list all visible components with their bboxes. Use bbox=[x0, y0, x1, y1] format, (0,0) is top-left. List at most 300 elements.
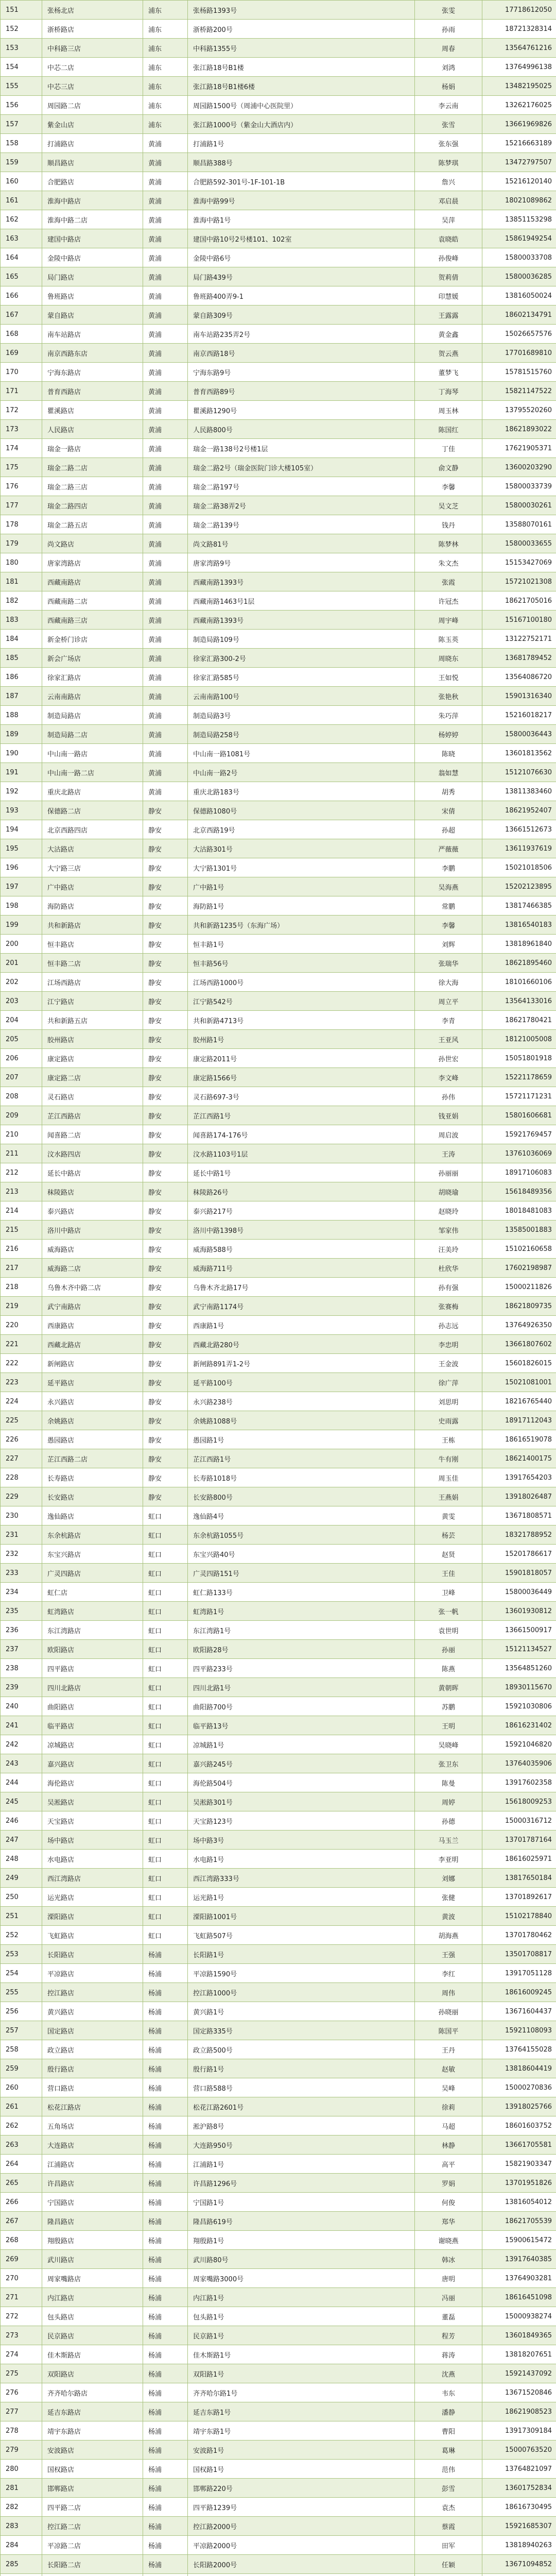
row-number-cell: 172 bbox=[1, 401, 42, 420]
district-cell: 静安 bbox=[143, 973, 188, 992]
store-name-cell: 淮海中路店 bbox=[42, 191, 143, 210]
row-number-cell: 223 bbox=[1, 1373, 42, 1392]
row-number-cell: 282 bbox=[1, 2498, 42, 2517]
address-cell: 四平路233号 bbox=[188, 1659, 415, 1678]
row-number-cell: 190 bbox=[1, 744, 42, 763]
address-cell: 控江路1000号 bbox=[188, 1983, 415, 2002]
district-cell: 虹口 bbox=[143, 1735, 188, 1754]
manager-cell: 周婷 bbox=[415, 1792, 482, 1811]
address-cell: 海伦路504号 bbox=[188, 1773, 415, 1792]
district-cell: 静安 bbox=[143, 1487, 188, 1506]
manager-cell: 孙超 bbox=[415, 820, 482, 839]
phone-cell: 13795520260 bbox=[482, 401, 556, 420]
store-name-cell: 内江路店 bbox=[42, 2288, 143, 2307]
address-cell: 制造局路3号 bbox=[188, 706, 415, 725]
district-cell: 静安 bbox=[143, 1049, 188, 1068]
district-cell: 静安 bbox=[143, 820, 188, 839]
address-cell: 周园路1500号（周浦中心医院里） bbox=[188, 96, 415, 115]
manager-cell: 宋倩 bbox=[415, 801, 482, 820]
table-row bbox=[1, 1983, 556, 2002]
table-row bbox=[1, 1011, 556, 1030]
table-row bbox=[1, 2536, 556, 2555]
manager-cell: 王栋 bbox=[415, 1430, 482, 1449]
phone-cell: 13671094852 bbox=[482, 2555, 556, 2574]
manager-cell: 孙世宏 bbox=[415, 1049, 482, 1068]
table-row bbox=[1, 1468, 556, 1487]
district-cell: 黄浦 bbox=[143, 344, 188, 363]
district-cell: 静安 bbox=[143, 896, 188, 916]
table-row bbox=[1, 1792, 556, 1811]
phone-cell: 15800033739 bbox=[482, 477, 556, 496]
table-row bbox=[1, 744, 556, 763]
manager-cell: 陈曼 bbox=[415, 1773, 482, 1792]
store-name-cell: 东余杭路店 bbox=[42, 1526, 143, 1545]
phone-cell: 18616730495 bbox=[482, 2498, 556, 2517]
row-number-cell: 195 bbox=[1, 839, 42, 858]
phone-cell: 15801606681 bbox=[482, 1106, 556, 1125]
store-name-cell: 云南南路店 bbox=[42, 687, 143, 706]
phone-cell: 17718612050 bbox=[482, 1, 556, 20]
manager-cell: 葛琳 bbox=[415, 2441, 482, 2460]
district-cell: 虹口 bbox=[143, 1583, 188, 1602]
manager-cell: 蒋涛 bbox=[415, 2345, 482, 2364]
row-number-cell: 218 bbox=[1, 1278, 42, 1297]
table-row bbox=[1, 1449, 556, 1468]
district-cell: 虹口 bbox=[143, 1907, 188, 1926]
phone-cell: 15216120140 bbox=[482, 172, 556, 191]
phone-cell: 18621952407 bbox=[482, 801, 556, 820]
address-cell: 浙桥路200号 bbox=[188, 20, 415, 39]
store-name-cell: 顺昌路店 bbox=[42, 153, 143, 172]
address-cell: 场中路3号 bbox=[188, 1831, 415, 1850]
phone-cell: 15000763520 bbox=[482, 2441, 556, 2460]
manager-cell: 李红 bbox=[415, 1964, 482, 1983]
manager-cell: 孙丽 bbox=[415, 1640, 482, 1659]
row-number-cell: 271 bbox=[1, 2288, 42, 2307]
district-cell: 静安 bbox=[143, 1468, 188, 1487]
phone-cell: 15000211826 bbox=[482, 1278, 556, 1297]
district-cell: 黄浦 bbox=[143, 572, 188, 591]
store-name-cell: 海伦路店 bbox=[42, 1773, 143, 1792]
address-cell: 曲阳路700号 bbox=[188, 1697, 415, 1716]
table-row bbox=[1, 96, 556, 115]
row-number-cell: 212 bbox=[1, 1163, 42, 1182]
phone-cell: 13701787164 bbox=[482, 1831, 556, 1850]
address-cell: 淞沪路8号 bbox=[188, 2116, 415, 2136]
district-cell: 杨浦 bbox=[143, 2021, 188, 2040]
table-row bbox=[1, 172, 556, 191]
store-name-cell: 延长中路店 bbox=[42, 1163, 143, 1182]
phone-cell: 18621400175 bbox=[482, 1449, 556, 1468]
row-number-cell: 283 bbox=[1, 2517, 42, 2536]
district-cell: 黄浦 bbox=[143, 439, 188, 458]
row-number-cell: 166 bbox=[1, 286, 42, 306]
phone-cell: 15861949254 bbox=[482, 229, 556, 248]
address-cell: 内江路1号 bbox=[188, 2288, 415, 2307]
address-cell: 康定路1566号 bbox=[188, 1068, 415, 1087]
phone-cell: 17621905371 bbox=[482, 439, 556, 458]
phone-cell: 13817650184 bbox=[482, 1869, 556, 1888]
district-cell: 黄浦 bbox=[143, 229, 188, 248]
manager-cell: 周立平 bbox=[415, 992, 482, 1011]
phone-cell: 18616009245 bbox=[482, 1983, 556, 2002]
address-cell: 保德路1080号 bbox=[188, 801, 415, 820]
table-row bbox=[1, 992, 556, 1011]
store-name-cell: 康定路二店 bbox=[42, 1068, 143, 1087]
row-number-cell: 191 bbox=[1, 763, 42, 782]
address-cell: 江宁路542号 bbox=[188, 992, 415, 1011]
store-name-cell: 秣陵路店 bbox=[42, 1182, 143, 1201]
district-cell: 杨浦 bbox=[143, 2116, 188, 2136]
table-row bbox=[1, 2002, 556, 2021]
store-name-cell: 泰兴路店 bbox=[42, 1201, 143, 1221]
table-row bbox=[1, 439, 556, 458]
store-name-cell: 金陵中路店 bbox=[42, 248, 143, 267]
table-row bbox=[1, 2269, 556, 2288]
address-cell: 长安路800号 bbox=[188, 1487, 415, 1506]
district-cell: 静安 bbox=[143, 1297, 188, 1316]
table-row bbox=[1, 2078, 556, 2097]
table-row bbox=[1, 2326, 556, 2345]
phone-cell: 13917051128 bbox=[482, 1964, 556, 1983]
address-cell: 打浦路1号 bbox=[188, 134, 415, 153]
address-cell: 东余杭路1055号 bbox=[188, 1526, 415, 1545]
store-name-cell: 逸仙路店 bbox=[42, 1506, 143, 1526]
address-cell: 安波路1号 bbox=[188, 2441, 415, 2460]
manager-cell: 孙俊峰 bbox=[415, 248, 482, 267]
row-number-cell: 274 bbox=[1, 2345, 42, 2364]
table-row bbox=[1, 553, 556, 572]
district-cell: 黄浦 bbox=[143, 153, 188, 172]
address-cell: 周家嘴路3000号 bbox=[188, 2269, 415, 2288]
manager-cell: 陈晓 bbox=[415, 744, 482, 763]
row-number-cell: 183 bbox=[1, 611, 42, 630]
table-row bbox=[1, 2059, 556, 2078]
store-name-cell: 愚园路店 bbox=[42, 1430, 143, 1449]
manager-cell: 胡秀 bbox=[415, 782, 482, 801]
manager-cell: 范伟 bbox=[415, 2460, 482, 2479]
phone-cell: 15800033655 bbox=[482, 534, 556, 553]
district-cell: 静安 bbox=[143, 1316, 188, 1335]
store-name-cell: 唐家湾路店 bbox=[42, 553, 143, 572]
manager-cell: 许冠杰 bbox=[415, 591, 482, 611]
row-number-cell: 244 bbox=[1, 1773, 42, 1792]
district-cell: 静安 bbox=[143, 1373, 188, 1392]
table-row bbox=[1, 382, 556, 401]
row-number-cell: 242 bbox=[1, 1735, 42, 1754]
district-cell: 黄浦 bbox=[143, 687, 188, 706]
address-cell: 虹仁路133号 bbox=[188, 1583, 415, 1602]
district-cell bbox=[143, 2574, 188, 2576]
phone-cell: 13761036069 bbox=[482, 1144, 556, 1163]
row-number-cell: 256 bbox=[1, 2002, 42, 2021]
row-number-cell: 285 bbox=[1, 2555, 42, 2574]
manager-cell: 冯丽 bbox=[415, 2288, 482, 2307]
table-row bbox=[1, 572, 556, 591]
phone-cell: 15202123895 bbox=[482, 877, 556, 896]
address-cell: 制造局路109号 bbox=[188, 630, 415, 649]
address-cell: 飞虹路507号 bbox=[188, 1926, 415, 1945]
phone-cell: 15781515760 bbox=[482, 363, 556, 382]
manager-cell: 吴萍 bbox=[415, 210, 482, 229]
district-cell: 静安 bbox=[143, 1278, 188, 1297]
store-name-cell: 国权路店 bbox=[42, 2460, 143, 2479]
district-cell: 黄浦 bbox=[143, 782, 188, 801]
phone-cell: 13817466385 bbox=[482, 896, 556, 916]
store-name-cell: 天宝路店 bbox=[42, 1811, 143, 1831]
row-number-cell: 200 bbox=[1, 935, 42, 954]
address-cell: 秣陵路26号 bbox=[188, 1182, 415, 1201]
table-row bbox=[1, 1964, 556, 1983]
phone-cell: 18602134791 bbox=[482, 306, 556, 325]
address-cell: 四川北路1号 bbox=[188, 1678, 415, 1697]
table-row bbox=[1, 1354, 556, 1373]
row-number-cell: 188 bbox=[1, 706, 42, 725]
district-cell: 杨浦 bbox=[143, 1983, 188, 2002]
row-number-cell: 264 bbox=[1, 2155, 42, 2174]
phone-cell: 15821903347 bbox=[482, 2155, 556, 2174]
row-number-cell: 160 bbox=[1, 172, 42, 191]
district-cell: 杨浦 bbox=[143, 2078, 188, 2097]
address-cell: 大宁路1301号 bbox=[188, 858, 415, 877]
address-cell: 乌鲁木齐北路17号 bbox=[188, 1278, 415, 1297]
row-number-cell: 213 bbox=[1, 1182, 42, 1201]
store-name-cell: 瑞金二路四店 bbox=[42, 496, 143, 515]
row-number-cell: 187 bbox=[1, 687, 42, 706]
table-row bbox=[1, 1125, 556, 1144]
address-cell: 靖宇东路1号 bbox=[188, 2421, 415, 2441]
phone-cell: 13671604437 bbox=[482, 2002, 556, 2021]
phone-cell: 18621809735 bbox=[482, 1297, 556, 1316]
store-name-cell: 西藏南路二店 bbox=[42, 591, 143, 611]
manager-cell: 张健 bbox=[415, 1888, 482, 1907]
address-cell: 建国中路10号2号楼101、102室 bbox=[188, 229, 415, 248]
phone-cell: 15121134527 bbox=[482, 1640, 556, 1659]
phone-cell: 15216018217 bbox=[482, 706, 556, 725]
row-number-cell: 162 bbox=[1, 210, 42, 229]
district-cell: 虹口 bbox=[143, 1850, 188, 1869]
manager-cell: 周伟 bbox=[415, 1983, 482, 2002]
store-name-cell: 长寿路店 bbox=[42, 1468, 143, 1487]
row-number-cell: 275 bbox=[1, 2364, 42, 2383]
phone-cell: 13472797507 bbox=[482, 153, 556, 172]
phone-cell: 18917112043 bbox=[482, 1411, 556, 1430]
table-row bbox=[1, 820, 556, 839]
phone-cell: 15921685307 bbox=[482, 2517, 556, 2536]
manager-cell: 孙晓丽 bbox=[415, 2002, 482, 2021]
store-name-cell: 国定路店 bbox=[42, 2021, 143, 2040]
address-cell: 海防路1号 bbox=[188, 896, 415, 916]
district-cell: 黄浦 bbox=[143, 420, 188, 439]
store-name-cell: 康定路店 bbox=[42, 1049, 143, 1068]
manager-cell: 张东强 bbox=[415, 134, 482, 153]
table-row bbox=[1, 2021, 556, 2040]
table-row bbox=[1, 2250, 556, 2269]
table-row bbox=[1, 20, 556, 39]
manager-cell: 张卫东 bbox=[415, 1754, 482, 1773]
table-row bbox=[1, 2231, 556, 2250]
phone-cell: 13917640385 bbox=[482, 2250, 556, 2269]
address-cell: 南京西路18号 bbox=[188, 344, 415, 363]
row-number-cell: 236 bbox=[1, 1621, 42, 1640]
phone-cell: 13764155028 bbox=[482, 2040, 556, 2059]
row-number-cell: 227 bbox=[1, 1449, 42, 1468]
phone-cell: 18101660106 bbox=[482, 973, 556, 992]
address-cell: 闻喜路174-176号 bbox=[188, 1125, 415, 1144]
manager-cell: 邹家伟 bbox=[415, 1221, 482, 1240]
district-cell: 虹口 bbox=[143, 1564, 188, 1583]
row-number-cell: 189 bbox=[1, 725, 42, 744]
store-name-cell: 东宝兴路店 bbox=[42, 1545, 143, 1564]
store-name-cell: 许昌路店 bbox=[42, 2174, 143, 2193]
table-row bbox=[1, 611, 556, 630]
store-name-cell: 武川路店 bbox=[42, 2250, 143, 2269]
phone-cell: 18621705016 bbox=[482, 591, 556, 611]
row-number-cell: 270 bbox=[1, 2269, 42, 2288]
row-number-cell: 177 bbox=[1, 496, 42, 515]
store-name-cell: 靖宇东路店 bbox=[42, 2421, 143, 2441]
table-row bbox=[1, 1678, 556, 1697]
district-cell: 杨浦 bbox=[143, 2269, 188, 2288]
row-number-cell: 225 bbox=[1, 1411, 42, 1430]
district-cell: 浦东 bbox=[143, 77, 188, 96]
manager-cell: 严薇薇 bbox=[415, 839, 482, 858]
address-cell: 宁海东路9号 bbox=[188, 363, 415, 382]
manager-cell: 孙丽丽 bbox=[415, 1163, 482, 1182]
store-name-cell: 殷行路店 bbox=[42, 2059, 143, 2078]
table-row bbox=[1, 1163, 556, 1182]
manager-cell: 陈玉英 bbox=[415, 630, 482, 649]
row-number-cell: 266 bbox=[1, 2193, 42, 2212]
district-cell: 虹口 bbox=[143, 1831, 188, 1850]
address-cell: 齐齐哈尔路1号 bbox=[188, 2383, 415, 2402]
district-cell: 黄浦 bbox=[143, 515, 188, 534]
manager-cell: 詹兴 bbox=[415, 172, 482, 191]
manager-cell: 王金波 bbox=[415, 1354, 482, 1373]
row-number-cell: 158 bbox=[1, 134, 42, 153]
manager-cell: 沈燕 bbox=[415, 2364, 482, 2383]
manager-cell: 刘鸿 bbox=[415, 58, 482, 77]
store-name-cell: 胶州路店 bbox=[42, 1030, 143, 1049]
district-cell: 静安 bbox=[143, 954, 188, 973]
address-cell: 云南南路100号 bbox=[188, 687, 415, 706]
address-cell: 平凉路1590号 bbox=[188, 1964, 415, 1983]
address-cell: 延吉东路1号 bbox=[188, 2402, 415, 2421]
row-number-cell: 208 bbox=[1, 1087, 42, 1106]
table-row bbox=[1, 2383, 556, 2402]
district-cell: 静安 bbox=[143, 877, 188, 896]
address-cell: 隆昌路619号 bbox=[188, 2212, 415, 2231]
district-cell: 静安 bbox=[143, 1259, 188, 1278]
table-row bbox=[1, 2097, 556, 2116]
manager-cell: 黄金鑫 bbox=[415, 325, 482, 344]
table-row bbox=[1, 1144, 556, 1163]
table-row bbox=[1, 2460, 556, 2479]
district-cell: 静安 bbox=[143, 1011, 188, 1030]
district-cell: 虹口 bbox=[143, 1640, 188, 1659]
row-number-cell: 248 bbox=[1, 1850, 42, 1869]
phone-cell: 13661807602 bbox=[482, 1335, 556, 1354]
manager-cell: 周晓东 bbox=[415, 649, 482, 668]
manager-cell: 郑华 bbox=[415, 2212, 482, 2231]
row-number-cell: 171 bbox=[1, 382, 42, 401]
manager-cell: 王燕娟 bbox=[415, 1487, 482, 1506]
store-name-cell: 江场西路店 bbox=[42, 973, 143, 992]
row-number-cell: 222 bbox=[1, 1354, 42, 1373]
address-cell: 西江湾路333号 bbox=[188, 1869, 415, 1888]
manager-cell: 汪美玲 bbox=[415, 1240, 482, 1259]
address-cell: 芷江西路1号 bbox=[188, 1449, 415, 1468]
table-row bbox=[1, 2517, 556, 2536]
row-number-cell: 265 bbox=[1, 2174, 42, 2193]
phone-cell: 15121076630 bbox=[482, 763, 556, 782]
table-row bbox=[1, 496, 556, 515]
row-number-cell: 280 bbox=[1, 2460, 42, 2479]
manager-cell: 袁杰 bbox=[415, 2498, 482, 2517]
row-number-cell: 153 bbox=[1, 39, 42, 58]
table-row bbox=[1, 1754, 556, 1773]
store-name-cell: 平凉路店 bbox=[42, 1964, 143, 1983]
row-number-cell: 203 bbox=[1, 992, 42, 1011]
table-row bbox=[1, 2345, 556, 2364]
table-row bbox=[1, 1201, 556, 1221]
district-cell: 黄浦 bbox=[143, 134, 188, 153]
district-cell: 虹口 bbox=[143, 1621, 188, 1640]
store-name-cell: 中芯三店 bbox=[42, 77, 143, 96]
district-cell: 浦东 bbox=[143, 1, 188, 20]
address-cell: 西康路1号 bbox=[188, 1316, 415, 1335]
address-cell: 张江路1000号（紫金山大酒店内） bbox=[188, 115, 415, 134]
store-name-cell: 四平路二店 bbox=[42, 2498, 143, 2517]
manager-cell: 陈燕 bbox=[415, 1659, 482, 1678]
row-number-cell: 192 bbox=[1, 782, 42, 801]
store-name-cell: 瞿溪路店 bbox=[42, 401, 143, 420]
row-number-cell: 250 bbox=[1, 1888, 42, 1907]
manager-cell: 常鹏 bbox=[415, 896, 482, 916]
district-cell: 浦东 bbox=[143, 96, 188, 115]
district-cell: 黄浦 bbox=[143, 458, 188, 477]
address-cell: 黄兴路1号 bbox=[188, 2002, 415, 2021]
phone-cell: 15900615472 bbox=[482, 2231, 556, 2250]
district-cell: 黄浦 bbox=[143, 534, 188, 553]
row-number-cell: 163 bbox=[1, 229, 42, 248]
table-row bbox=[1, 668, 556, 687]
manager-cell: 孙德 bbox=[415, 1811, 482, 1831]
address-cell: 泰兴路217号 bbox=[188, 1201, 415, 1221]
store-name-cell: 场中路店 bbox=[42, 1831, 143, 1850]
phone-cell: 17701689810 bbox=[482, 344, 556, 363]
row-number-cell: 238 bbox=[1, 1659, 42, 1678]
phone-cell: 13851153298 bbox=[482, 210, 556, 229]
table-row bbox=[1, 115, 556, 134]
address-cell: 中山南一路1081号 bbox=[188, 744, 415, 763]
manager-cell: 吴海燕 bbox=[415, 877, 482, 896]
manager-cell: 田军 bbox=[415, 2536, 482, 2555]
phone-cell: 15000270836 bbox=[482, 2078, 556, 2097]
store-name-cell: 鲁班路店 bbox=[42, 286, 143, 306]
store-name-cell: 西康路店 bbox=[42, 1316, 143, 1335]
phone-cell: 15800036285 bbox=[482, 267, 556, 286]
table-row bbox=[1, 1, 556, 20]
district-cell: 静安 bbox=[143, 1221, 188, 1240]
store-name-cell: 佳木斯路店 bbox=[42, 2345, 143, 2364]
store-name-cell: 民京路店 bbox=[42, 2326, 143, 2345]
manager-cell: 朱巧萍 bbox=[415, 706, 482, 725]
address-cell: 瑞金二路139号 bbox=[188, 515, 415, 534]
phone-cell: 15153427069 bbox=[482, 553, 556, 572]
row-number-cell: 198 bbox=[1, 896, 42, 916]
address-cell: 虹湾路1号 bbox=[188, 1602, 415, 1621]
